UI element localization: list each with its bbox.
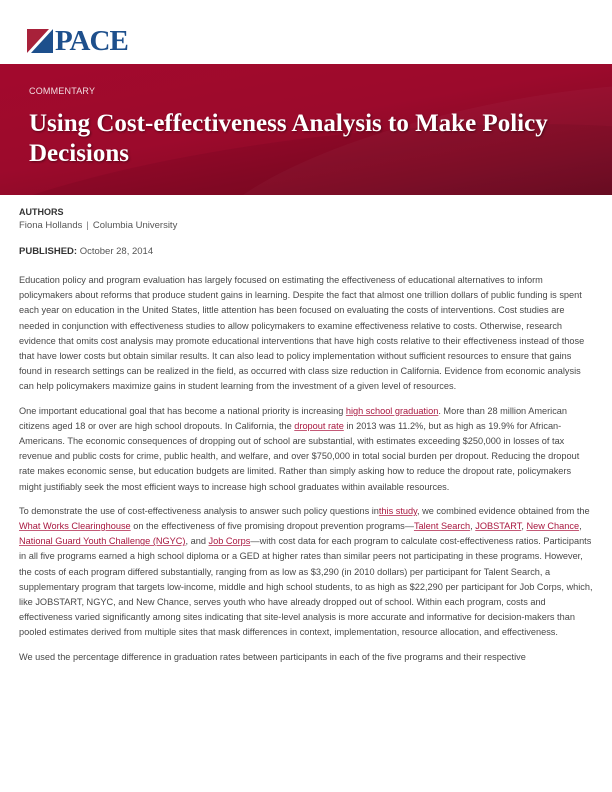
- logo-text: PACE: [55, 25, 128, 57]
- author-affiliation: Columbia University: [92, 220, 178, 231]
- paragraph-1: Education policy and program evaluation has largely focused on estimating the effectiveness of educational alternatives to inform policymakers about reforms that produce student gains in learning. Despite the fact that almost one trillion dollars of public funding is spent each year on education in the United States, little attention has been focused on evaluating the costs of interventions. Cost studies are needed in conjunction with effectiveness studies to allow policymakers to examine effectiveness relative to costs. Otherwise, research evidence that omits cost analysis may promote educational interventions that have high costs relative to their effectiveness instead of those that have lower costs but obtain similar results. It can also lead to policy implementation without sufficient resources to ensure that gains found in research settings can be realized in the field, as occurred with class size reduction in California. Evidence from economic analysis can help policymakers maximize gains in student learning from the investment of a given level of resources.: [19, 275, 585, 392]
- author-separator: |: [86, 220, 89, 231]
- pace-logo-mark-icon: [27, 29, 53, 53]
- authors-label: AUTHORS: [19, 207, 64, 217]
- author-name: Fiona Hollands: [19, 220, 83, 231]
- text: ,: [521, 521, 527, 532]
- text: —with cost data for each program to calculate cost-effectiveness ratios. Participants in all five programs earned a high school diploma or a GED at higher rates than similar peers not participating in these programs. However, the costs of each program differed substantially, ranging from as low as $3,290 (in 2010 dollars) per participant for Talent Search, a supplementary program that targets low-income, middle and high school students, to as high as $22,290 per participant for Job Corps, which, like JOBSTART, NGYC, and New Chance, serves youth who have already dropped out of school. Within each program, costs and effectiveness varied significantly among sites indicating that site-level analysis is more accurate and informative for decision-makers than pooled estimates derived from multiple sites that mask differences in context, implementation, resource allocation, and effectiveness.: [19, 536, 593, 638]
- text: , we combined evidence obtained from the: [417, 505, 590, 516]
- text: ,: [579, 521, 582, 532]
- header-logo-bar: [0, 0, 612, 64]
- link-jobstart[interactable]: JOBSTART: [475, 521, 522, 532]
- published-line: [19, 246, 599, 257]
- text: One important educational goal that has become a national priority is increasing: [19, 405, 346, 416]
- text: . More than 28 million American citizens aged 18 or over are high school dropouts. In California, the: [19, 405, 568, 431]
- page-title: Using Cost-effectiveness Analysis to Make Policy Decisions: [29, 110, 548, 167]
- pace-logo[interactable]: [27, 25, 128, 57]
- link-what-works-clearinghouse[interactable]: What Works Clearinghouse: [19, 521, 131, 532]
- text: ,: [470, 521, 476, 532]
- paragraph-3: [19, 504, 594, 641]
- text: on the effectiveness of five promising dropout prevention programs—: [130, 521, 414, 532]
- link-talent-search[interactable]: Talent Search: [413, 521, 471, 532]
- link-new-chance[interactable]: New Chance: [526, 521, 580, 532]
- link-this-study[interactable]: this study: [378, 505, 418, 516]
- category-label: COMMENTARY: [29, 86, 96, 96]
- link-ngyc[interactable]: National Guard Youth Challenge (NGYC): [19, 536, 186, 547]
- article-meta: [19, 207, 599, 257]
- paragraph-4: We used the percentage difference in graduation rates between participants in each of the five programs and their respective: [19, 651, 526, 662]
- published-date: October 28, 2014: [79, 246, 154, 257]
- text: To demonstrate the use of cost-effectiveness analysis to answer such policy questions in: [19, 505, 379, 516]
- text: in 2013 was 11.2%, but as high as 19.9% for African-Americans. The economic consequences of dropping out of school are substantial, with estimates exceeding $250,000 in losses of tax revenue and public costs for crime, public health, and welfare, and over $750,000 in total social burden per dropout. Reducing the dropout rate makes economic sense, but education budgets are limited. Rather than simply asking how to reduce the dropout rate, policymakers might justifiably seek the most efficient ways to increase high school graduates within available resources.: [19, 420, 580, 492]
- paragraph-2: [19, 404, 594, 495]
- text: , and: [185, 536, 209, 547]
- published-label: PUBLISHED:: [19, 246, 78, 257]
- link-high-school-graduation[interactable]: high school graduation: [345, 405, 439, 416]
- author-line: [19, 220, 599, 231]
- title-banner: [0, 64, 612, 195]
- link-job-corps[interactable]: Job Corps: [208, 536, 251, 547]
- link-dropout-rate[interactable]: dropout rate: [294, 420, 344, 431]
- article-body: [19, 273, 594, 674]
